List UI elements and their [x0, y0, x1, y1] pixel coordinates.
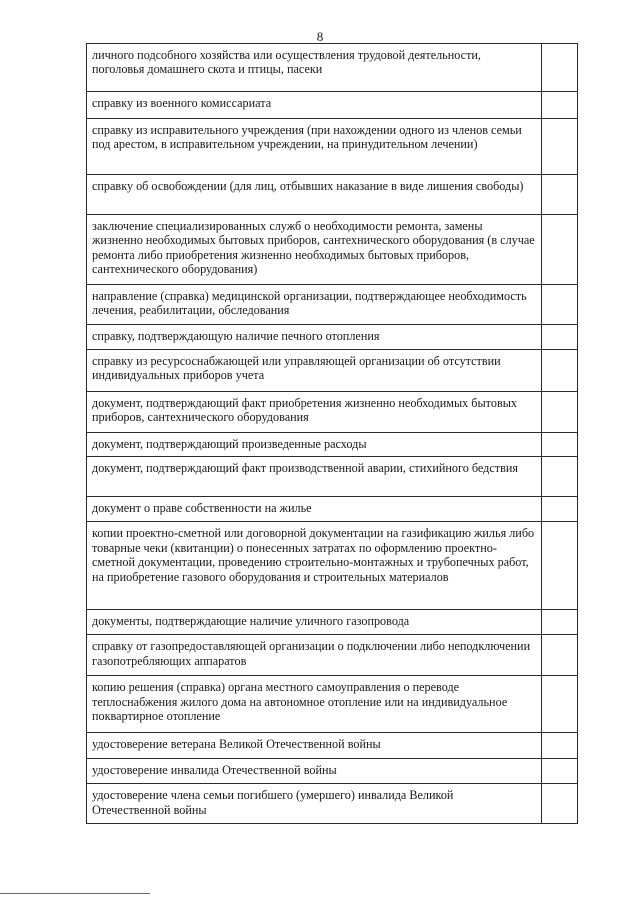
table-row [87, 433, 578, 457]
document-name-cell: документ, подтверждающий произведенные расходы [87, 433, 542, 457]
table-row [87, 733, 578, 759]
document-name-cell: справку из военного комиссариата [87, 92, 542, 119]
checkmark-cell[interactable] [542, 92, 578, 119]
document-name-cell: заключение специализированных служб о необходимости ремонта, замены жизненно необходимых бытовых приборов, сантехнического оборудования (в случае ремонта либо приобретения жизненно необходимых бытовых приборов, сантехнического оборудования) [87, 215, 542, 285]
document-name-cell: справку из ресурсоснабжающей или управляющей организации об отсутствии индивидуальных приборов учета [87, 350, 542, 392]
table-row [87, 784, 578, 824]
document-name-cell: удостоверение члена семьи погибшего (умершего) инвалида Великой Отечественной войны [87, 784, 542, 824]
checkmark-cell[interactable] [542, 44, 578, 92]
checkmark-cell[interactable] [542, 215, 578, 285]
table-row [87, 285, 578, 325]
checkmark-cell[interactable] [542, 325, 578, 350]
document-name-cell: документ о праве собственности на жилье [87, 497, 542, 522]
checkmark-cell[interactable] [542, 522, 578, 610]
table-row [87, 119, 578, 175]
document-name-cell: направление (справка) медицинской организации, подтверждающее необходимость лечения, реабилитации, обследования [87, 285, 542, 325]
checkmark-cell[interactable] [542, 610, 578, 635]
document-name-cell: справку, подтверждающую наличие печного отопления [87, 325, 542, 350]
table-row [87, 759, 578, 784]
checkmark-cell[interactable] [542, 635, 578, 676]
table-row [87, 610, 578, 635]
checkmark-cell[interactable] [542, 733, 578, 759]
document-name-cell: справку об освобождении (для лиц, отбывших наказание в виде лишения свободы) [87, 175, 542, 215]
table-row [87, 522, 578, 610]
table-row [87, 175, 578, 215]
document-name-cell: справку от газопредоставляющей организации о подключении либо неподключении газопотребляющих аппаратов [87, 635, 542, 676]
table-row [87, 215, 578, 285]
document-name-cell: документ, подтверждающий факт приобретения жизненно необходимых бытовых приборов, сантехнического оборудования [87, 392, 542, 433]
checkmark-cell[interactable] [542, 784, 578, 824]
table-row [87, 350, 578, 392]
page-number: 8 [316, 29, 324, 44]
document-name-cell: личного подсобного хозяйства или осуществления трудовой деятельности, поголовья домашнего скота и птицы, пасеки [87, 44, 542, 92]
table-row [87, 635, 578, 676]
documents-table [86, 43, 578, 824]
footnote-separator-line [0, 893, 150, 894]
checkmark-cell[interactable] [542, 497, 578, 522]
document-name-cell: документы, подтверждающие наличие уличного газопровода [87, 610, 542, 635]
checkmark-cell[interactable] [542, 350, 578, 392]
table-row [87, 44, 578, 92]
document-name-cell: копии проектно-сметной или договорной документации на газификацию жилья либо товарные чеки (квитанции) о понесенных затратах по оформлению проектно-сметной документации, проведению строительно-монтажных и трубопечных работ, на приобретение газового оборудования и строительных материалов [87, 522, 542, 610]
checkmark-cell[interactable] [542, 175, 578, 215]
checkmark-cell[interactable] [542, 759, 578, 784]
document-name-cell: удостоверение инвалида Отечественной войны [87, 759, 542, 784]
table-row [87, 457, 578, 497]
checkmark-cell[interactable] [542, 457, 578, 497]
checkmark-cell[interactable] [542, 676, 578, 733]
checkmark-cell[interactable] [542, 285, 578, 325]
table-row [87, 497, 578, 522]
checkmark-cell[interactable] [542, 392, 578, 433]
checkmark-cell[interactable] [542, 119, 578, 175]
document-name-cell: справку из исправительного учреждения (при нахождении одного из членов семьи под арестом, в исправительном учреждении, на принудительном лечении) [87, 119, 542, 175]
document-name-cell: копию решения (справка) органа местного самоуправления о переводе теплоснабжения жилого дома на автономное отопление или на индивидуальное поквартирное отопление [87, 676, 542, 733]
table-row [87, 392, 578, 433]
document-name-cell: удостоверение ветерана Великой Отечественной войны [87, 733, 542, 759]
table-row [87, 325, 578, 350]
table-row [87, 92, 578, 119]
document-name-cell: документ, подтверждающий факт производственной аварии, стихийного бедствия [87, 457, 542, 497]
table-row [87, 676, 578, 733]
checkmark-cell[interactable] [542, 433, 578, 457]
